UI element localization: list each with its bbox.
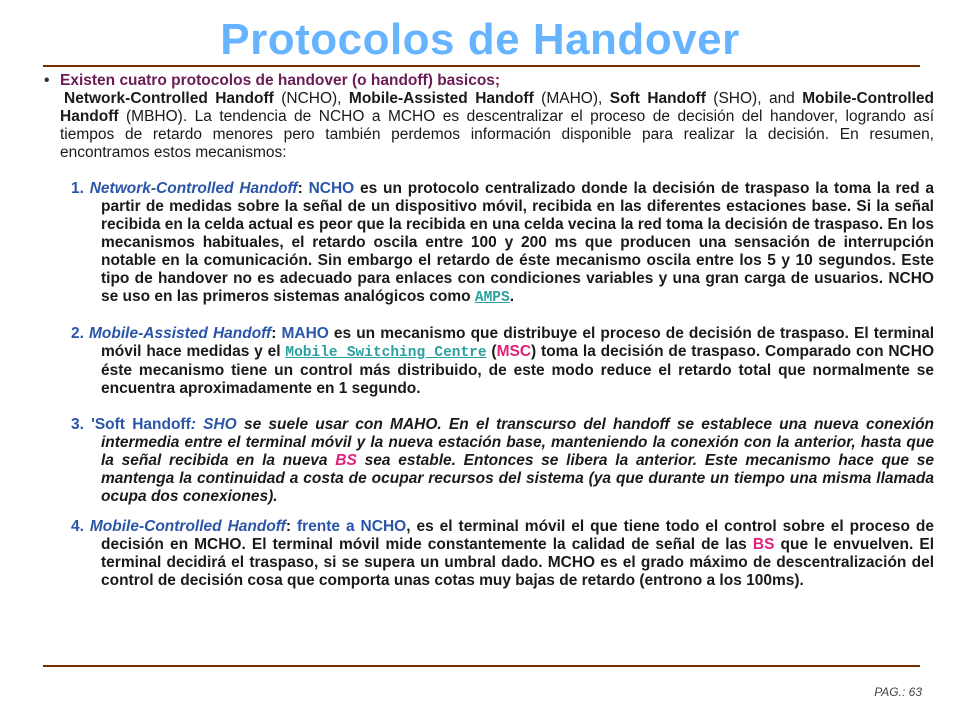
- item-text: es un mecanismo que distribuye el proceso de decisión de traspaso. El terminal móvil hace medidas y el: [101, 325, 935, 360]
- item-abbr-bs: BS: [752, 536, 775, 553]
- intro-text-3: (SHO), and: [705, 90, 803, 107]
- intro-text-1: (NCHO),: [273, 90, 349, 107]
- slide-body: [44, 72, 934, 590]
- item-text: ) toma la decisión de traspaso. Comparado con NCHO éste mecanismo tiene un control más distribuido, de este modo reduce el retardo total que normalmente se encuentra aproximadamente en 1 segundo.: [101, 343, 935, 397]
- item-text: sea estable. Entonces se libera la anterior. Este mecanismo hace que se mantenga la continuidad a costa de ocupar recursos del sistema (ya que durante un tiempo una misma llamada ocupa dos conexiones).: [101, 452, 934, 505]
- item-text: es un protocolo centralizado donde la decisión de traspaso la toma la red a partir de medidas sobre la señal de un dispositivo móvil, recibida en las diferentes estaciones base. Si la señal recibida en la celda actual es peor que la recibida en una celda vecina la red toma la decisión de traspaso. En los mecanismos habituales, el retardo oscila entre 100 y 200 ms que producen una sensación de interrupción notable en la comunicación. Sin embargo el retardo de éste mecanismo oscila entre los 5 y 10 segundos. Este tipo de handover no es adecuado para enlaces con condiciones variables y una gran carga de usuarios. NCHO se uso en las primeros sistemas analógicos como: [101, 180, 935, 305]
- term-mcho: Mobile-Controlled Handoff: [60, 90, 934, 125]
- item-number: 1.: [71, 180, 90, 197]
- item-text: :: [297, 180, 309, 197]
- item-name: Mobile-Assisted Handoff: [89, 325, 272, 342]
- item-abbr-msc: MSC: [496, 343, 532, 360]
- item-number: 2.: [71, 325, 90, 342]
- item-text: .: [509, 288, 514, 305]
- amps-link[interactable]: AMPS: [474, 290, 510, 306]
- intro-paragraph: [60, 90, 934, 162]
- item-text: , es el terminal móvil el que tiene todo el control sobre el proceso de decisión en MCHO. El terminal móvil mide constantemente la calidad de señal de las: [101, 518, 935, 553]
- msc-link[interactable]: Mobile Switching Centre: [285, 345, 487, 361]
- slide-title: Protocolos de Handover: [220, 15, 740, 64]
- intro-text-2: (MAHO),: [533, 90, 610, 107]
- intro-text-4: (MBHO). La tendencia de NCHO a MCHO es descentralizar el proceso de decisión del handover, logrando así tiempos de retardo menores pero también perdemos información disponible para realizar la decisión. En resumen, encontramos estos mecanismos:: [60, 108, 934, 161]
- item-text: se suele usar con MAHO. En el transcurso del handoff se establece una nueva conexión intermedia entre el terminal móvil y la nueva estación base, manteniendo la conexión con la anterior, hasta que la señal recibida en la nueva: [101, 416, 935, 469]
- page-number: PAG.: 63: [874, 685, 922, 699]
- term-maho: Mobile-Assisted Handoff: [348, 90, 534, 107]
- item-abbr: NCHO: [308, 180, 355, 197]
- item-abbr: : SHO: [190, 416, 237, 433]
- list-item-sho: [71, 416, 934, 506]
- bottom-divider: [43, 665, 920, 667]
- list-item-mcho: [71, 518, 934, 590]
- bullet-point: [44, 72, 934, 90]
- top-divider: [43, 65, 920, 67]
- item-abbr: frente a NCHO: [296, 518, 407, 535]
- list-item-maho: [71, 325, 934, 398]
- item-text: :: [285, 518, 297, 535]
- bullet-icon: •: [44, 72, 50, 89]
- item-text: (: [486, 343, 497, 360]
- item-name: Mobile-Controlled Handoff: [89, 518, 286, 535]
- item-text: que le envuelven. El terminal decidirá el traspaso, si se supera un umbral dado. MCHO es el grado máximo de descentralización del control de decisión cosa que comporta unas cotas muy bajas de retardo (entrono a los 100ms).: [101, 536, 934, 589]
- item-number: 4.: [71, 518, 90, 535]
- list-item-ncho: [71, 180, 934, 307]
- item-name: 'Soft Handoff: [91, 416, 191, 433]
- item-abbr-bs: BS: [335, 452, 357, 469]
- item-name: Network-Controlled Handoff: [89, 180, 298, 197]
- term-sho: Soft Handoff: [609, 90, 706, 107]
- bullet-text: Existen cuatro protocolos de handover (o handoff) basicos;: [60, 72, 501, 89]
- term-ncho: Network-Controlled Handoff: [64, 90, 274, 107]
- item-number: 3.: [71, 416, 92, 433]
- item-text: :: [271, 325, 282, 342]
- item-abbr: MAHO: [281, 325, 329, 342]
